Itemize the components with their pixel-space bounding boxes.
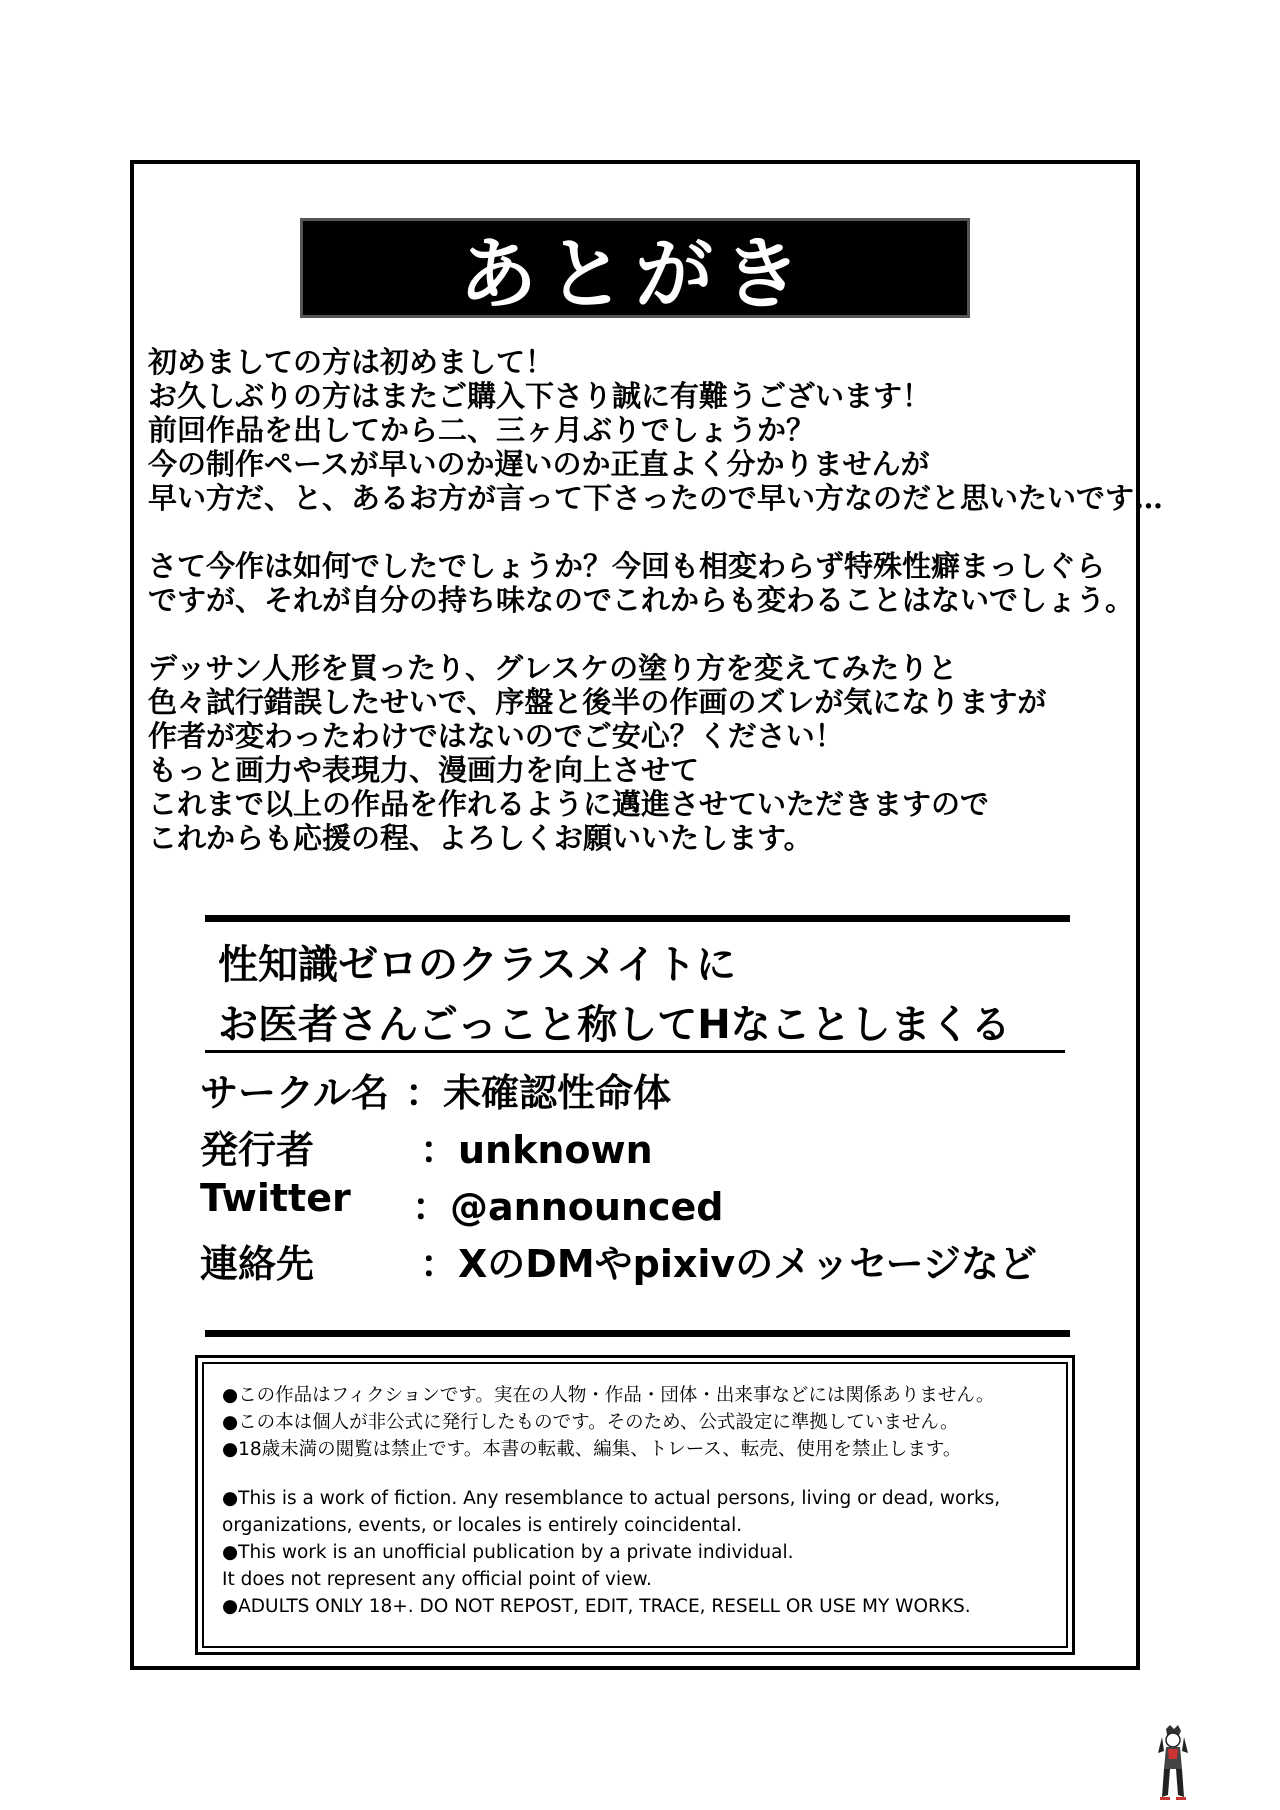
publisher-label: 発行者 [200,1128,315,1172]
colophon-info [200,1062,1100,1290]
contact-label: 連絡先 [200,1242,315,1286]
info-row-publisher [200,1119,1100,1176]
twitter-label: Twitter [200,1176,351,1220]
disclaimer-line-en: ●This is a work of fiction. Any resemblance to actual persons, living or dead, works, [222,1488,1001,1509]
afterword-line: これまで以上の作品を作れるように邁進させていただきますので [148,787,990,821]
disclaimer-line-en: organizations, events, or locales is entirely coincidental. [222,1515,743,1536]
afterword-heading: あとがき [458,230,811,320]
work-title-line-2: お医者さんごっこと称してHなことしまくる [218,1002,1011,1048]
afterword-paragraph-2 [148,549,1135,617]
divider-top [205,915,1070,922]
afterword-text [148,345,1164,855]
work-title-line-1: 性知識ゼロのクラスメイトに [218,942,736,988]
afterword-heading-bar [300,218,970,318]
divider-bottom [205,1330,1070,1337]
disclaimer-gap [222,1463,1050,1485]
contact-value: ：XのDMやpixivのメッセージなど [420,1242,1037,1286]
disclaimer-line-jp: ●18歳未満の閲覧は禁止です。本書の転載、編集、トレース、転売、使用を禁止します。 [222,1439,962,1460]
publisher-value: ：unknown [420,1128,653,1172]
afterword-line: 早い方だ、と、あるお方が言って下さったので早い方なのだと思いたいです… [148,481,1164,515]
afterword-line: 色々試行錯誤したせいで、序盤と後半の作画のズレが気になりますが [148,685,1047,719]
disclaimer-line-jp: ●この本は個人が非公式に発行したものです。そのため、公式設定に準拠していません。 [222,1412,959,1433]
afterword-line: デッサン人形を買ったり、グレスケの塗り方を変えてみたりと [148,651,958,685]
info-row-twitter [200,1176,1100,1233]
info-row-contact [200,1233,1100,1290]
afterword-line: 今の制作ペースが早いのか遅いのか正直よく分かりませんが [148,447,930,481]
afterword-line: お久しぶりの方はまたご購入下さり誠に有難うございます！ [148,379,932,413]
disclaimer-line-en: It does not represent any official point of view. [222,1569,652,1590]
circle-value: ：未確認性命体 [405,1071,672,1115]
afterword-line: 作者が変わったわけではないのでご安心？ください！ [148,719,844,753]
afterword-line: ですが、それが自分の持ち味なのでこれからも変わることはないでしょう。 [148,583,1135,617]
circle-label: サークル名 [200,1071,389,1115]
divider-title [205,1050,1065,1053]
afterword-line: これからも応援の程、よろしくお願いいたします。 [148,821,813,855]
afterword-line: 初めましての方は初めまして！ [148,345,555,379]
work-title [218,935,1098,1055]
afterword-paragraph-3 [148,651,1128,855]
disclaimer-line-en: ●ADULTS ONLY 18+. DO NOT REPOST, EDIT, TRACE, RESELL OR USE MY WORKS. [222,1596,971,1617]
afterword-line: 前回作品を出してから二、三ヶ月ぶりでしょうか？ [148,413,816,447]
info-row-circle [200,1062,1100,1119]
twitter-value: ：@announced [412,1185,724,1229]
afterword-line: さて今作は如何でしたでしょうか？今回も相変わらず特殊性癖まっしぐら [148,549,1106,583]
afterword-line: もっと画力や表現力、漫画力を向上させて [148,753,700,787]
disclaimer-line-en: ●This work is an unofficial publication by a private individual. [222,1542,794,1563]
disclaimer-line-jp: ●この作品はフィクションです。実在の人物・作品・団体・出来事などには関係ありません。 [222,1385,995,1406]
disclaimer-inner [202,1362,1068,1648]
disclaimer-box [195,1355,1075,1655]
character-logo-icon [1148,1725,1198,1800]
afterword-paragraph-1 [148,345,1164,515]
